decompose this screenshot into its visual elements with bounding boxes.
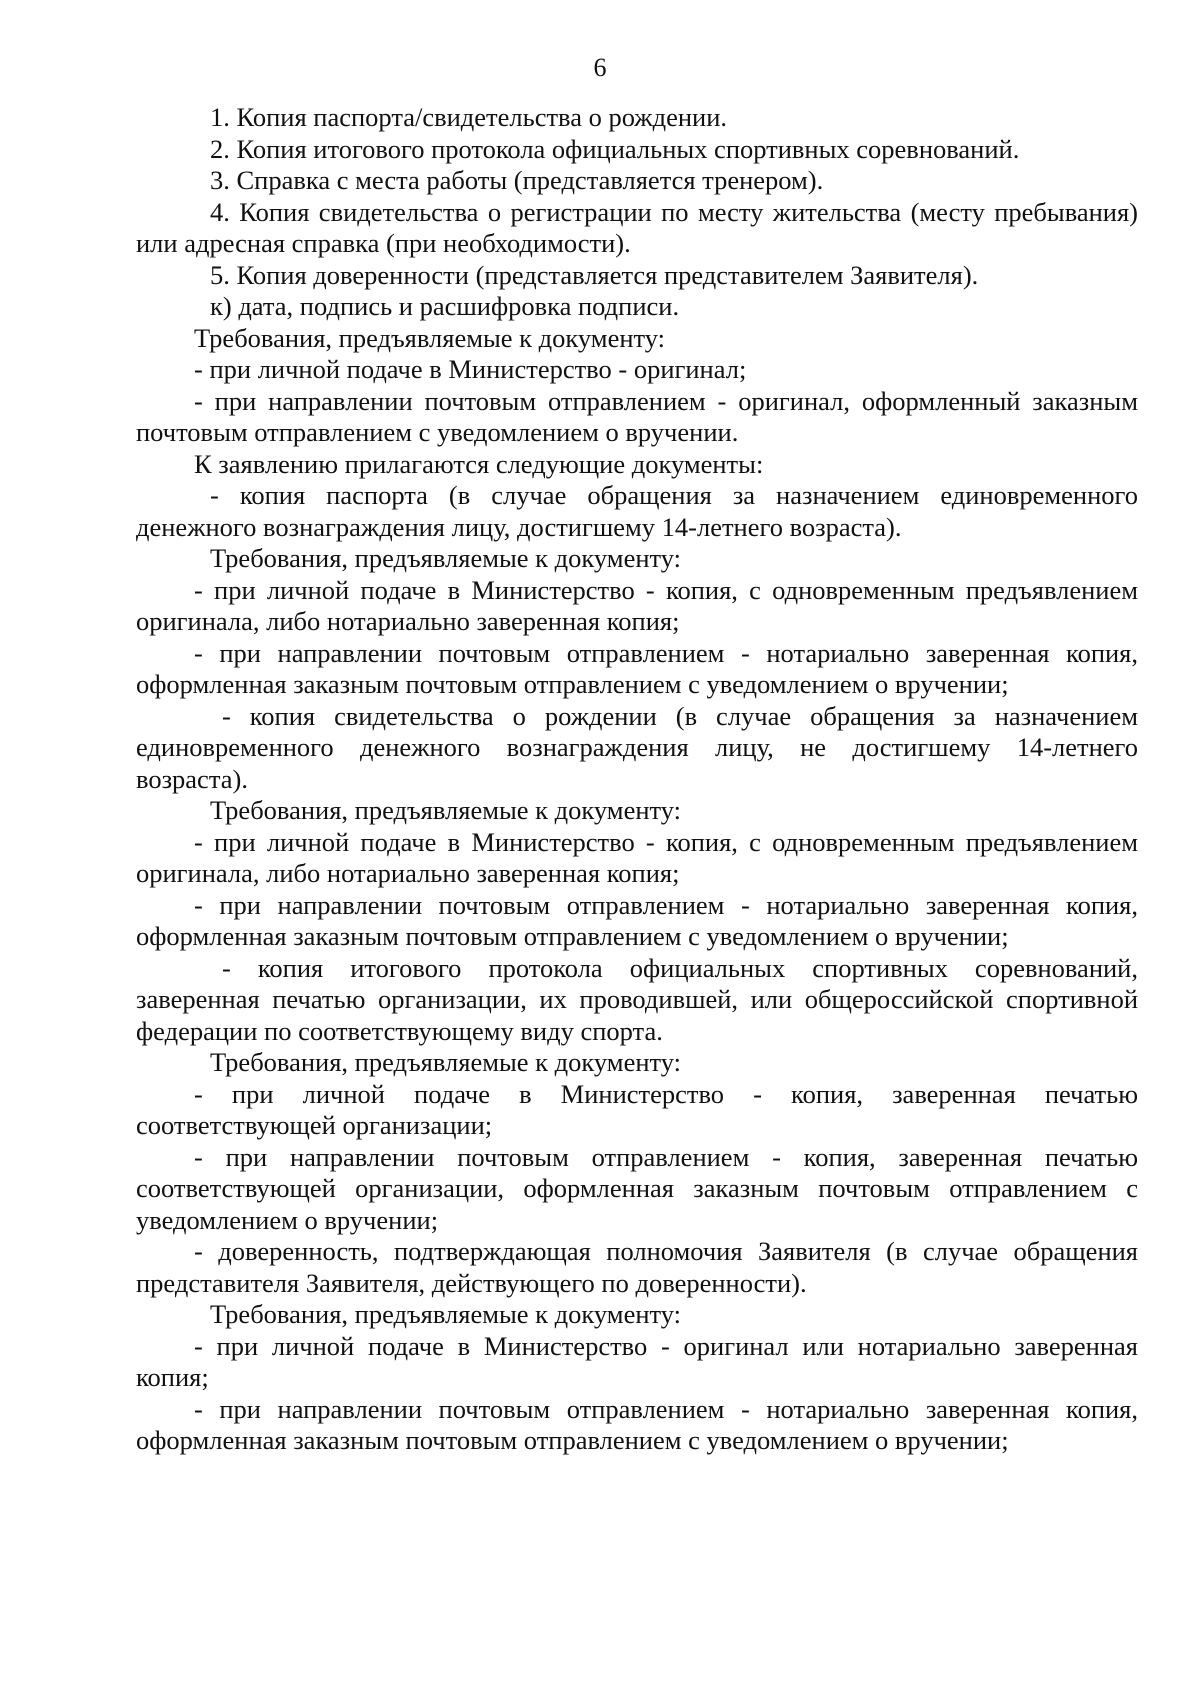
paragraph: Требования, предъявляемые к документу: [210,1047,682,1077]
paragraph: Требования, предъявляемые к документу: [194,322,666,353]
paragraph: Требования, предъявляемые к документу: [210,543,682,573]
paragraph: 4. Копия свидетельства о регистрации по месту жительства (месту пребывания) или адресная справка (при необходимости). [136,196,1138,258]
paragraph: 2. Копия итогового протокола официальных спортивных соревнований. [210,133,1020,164]
paragraph: - при направлении почтовым отправлением - копия, заверенная печатью соответствующей организации, оформленная заказным почтовым отправлением с уведомлением о вручении; [136,1141,1138,1235]
paragraph: Требования, предъявляемые к документу: [210,795,682,825]
paragraph: - при личной подаче в Министерство - копия, с одновременным предъявлением оригинала, либо нотариально заверенная копия; [136,574,1138,636]
paragraph: - копия паспорта (в случае обращения за назначением единовременного денежного вознаграждения лицу, достигшему 14-летнего возраста). [136,480,1138,542]
paragraph: - доверенность, подтверждающая полномочия Заявителя (в случае обращения представителя Заявителя, действующего по доверенности). [136,1236,1138,1298]
paragraph: - при направлении почтовым отправлением - нотариально заверенная копия, оформленная заказным почтовым отправлением с уведомлением о вручении; [136,1393,1138,1455]
paragraph: К заявлению прилагаются следующие документы: [194,448,764,479]
paragraph: к) дата, подпись и расшифровка подписи. [210,291,680,321]
paragraph: 3. Справка с места работы (представляется тренером). [210,165,824,195]
paragraph: - при личной подаче в Министерство - копия, с одновременным предъявлением оригинала, либо нотариально заверенная копия; [136,826,1138,888]
paragraph: - при личной подаче в Министерство - копия, заверенная печатью соответствующей организации; [136,1078,1138,1140]
paragraph: - копия итогового протокола официальных спортивных соревнований, заверенная печатью организации, их проводившей, или общероссийской спортивной федерации по соответствующему виду спорта. [136,952,1138,1046]
paragraph: - при направлении почтовым отправлением - оригинал, оформленный заказным почтовым отправлением с уведомлением о вручении. [136,385,1138,447]
paragraph: Требования, предъявляемые к документу: [210,1299,682,1329]
document-body [136,102,1138,1457]
paragraph: - при направлении почтовым отправлением - нотариально заверенная копия, оформленная заказным почтовым отправлением с уведомлением о вручении; [136,637,1138,699]
paragraph: - при личной подаче в Министерство - оригинал; [194,354,747,384]
page-number: 6 [593,53,607,82]
paragraph: - при личной подаче в Министерство - оригинал или нотариально заверенная копия; [136,1330,1138,1392]
paragraph: 5. Копия доверенности (представляется представителем Заявителя). [210,259,979,290]
paragraph: - копия свидетельства о рождении (в случае обращения за назначением единовременного денежного вознаграждения лицу, не достигшему 14-летнего возраста). [136,700,1138,794]
paragraph: 1. Копия паспорта/свидетельства о рождении. [210,102,728,132]
paragraph: - при направлении почтовым отправлением - нотариально заверенная копия, оформленная заказным почтовым отправлением с уведомлением о вручении; [136,889,1138,951]
